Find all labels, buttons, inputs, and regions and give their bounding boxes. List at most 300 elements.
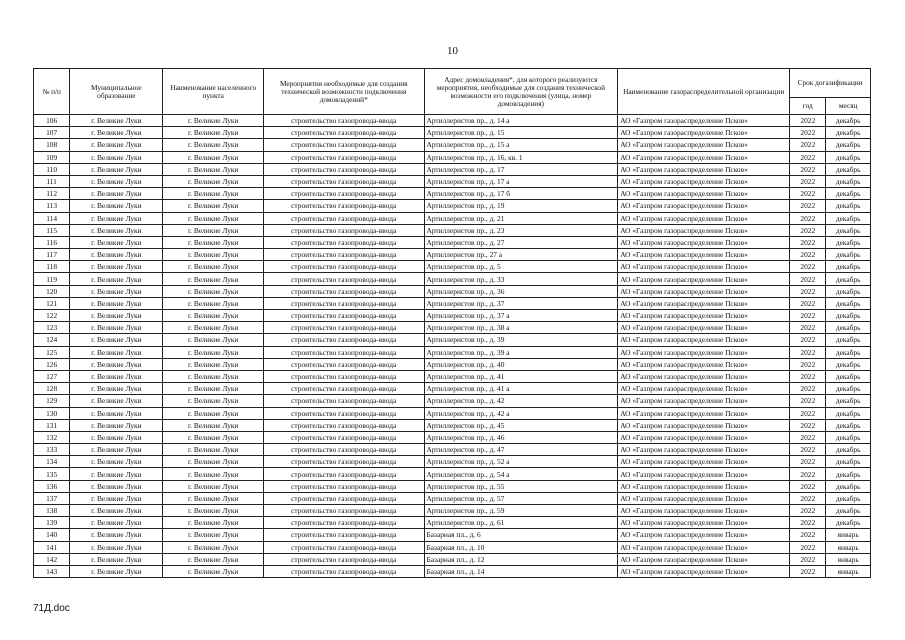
- month-cell: декабрь: [826, 200, 871, 212]
- organization-cell: АО «Газпром газораспределение Псков»: [618, 468, 790, 480]
- address-cell: Артиллеристов пр., д. 52 а: [424, 456, 618, 468]
- measure-cell: строительство газопровода-ввода: [263, 139, 424, 151]
- measure-cell: строительство газопровода-ввода: [263, 163, 424, 175]
- month-cell: декабрь: [826, 297, 871, 309]
- municipality-cell: г. Великие Луки: [70, 431, 163, 443]
- organization-cell: АО «Газпром газораспределение Псков»: [618, 212, 790, 224]
- year-cell: 2022: [790, 261, 826, 273]
- row-number: 132: [34, 431, 70, 443]
- table-row: [34, 395, 871, 407]
- address-cell: Артиллеристов пр., д. 36: [424, 285, 618, 297]
- address-cell: Артиллеристов пр., д. 27: [424, 236, 618, 248]
- row-number: 139: [34, 517, 70, 529]
- table-row: [34, 127, 871, 139]
- organization-cell: АО «Газпром газораспределение Псков»: [618, 541, 790, 553]
- municipality-cell: г. Великие Луки: [70, 297, 163, 309]
- organization-cell: АО «Газпром газораспределение Псков»: [618, 553, 790, 565]
- measure-cell: строительство газопровода-ввода: [263, 468, 424, 480]
- year-cell: 2022: [790, 383, 826, 395]
- address-cell: Артиллеристов пр., 27 а: [424, 249, 618, 261]
- header-municipality: Муниципальное образование: [70, 69, 163, 115]
- municipality-cell: г. Великие Луки: [70, 151, 163, 163]
- table-row: [34, 236, 871, 248]
- municipality-cell: г. Великие Луки: [70, 541, 163, 553]
- table-row: [34, 224, 871, 236]
- year-cell: 2022: [790, 334, 826, 346]
- header-deadline: Срок догазификации: [790, 69, 871, 98]
- month-cell: декабрь: [826, 224, 871, 236]
- address-cell: Базарная пл., д. 10: [424, 541, 618, 553]
- address-cell: Артиллеристов пр., д. 5: [424, 261, 618, 273]
- year-cell: 2022: [790, 322, 826, 334]
- table-row: [34, 553, 871, 565]
- organization-cell: АО «Газпром газораспределение Псков»: [618, 370, 790, 382]
- table-row: [34, 310, 871, 322]
- table-row: [34, 151, 871, 163]
- locality-cell: г. Великие Луки: [163, 261, 263, 273]
- address-cell: Артиллеристов пр., д. 16, кв. 1: [424, 151, 618, 163]
- month-cell: декабрь: [826, 236, 871, 248]
- locality-cell: г. Великие Луки: [163, 139, 263, 151]
- month-cell: декабрь: [826, 505, 871, 517]
- address-cell: Артиллеристов пр., д. 38 а: [424, 322, 618, 334]
- month-cell: декабрь: [826, 346, 871, 358]
- municipality-cell: г. Великие Луки: [70, 456, 163, 468]
- measure-cell: строительство газопровода-ввода: [263, 407, 424, 419]
- table-row: [34, 212, 871, 224]
- table-row: [34, 358, 871, 370]
- table-row: [34, 419, 871, 431]
- locality-cell: г. Великие Луки: [163, 419, 263, 431]
- measure-cell: строительство газопровода-ввода: [263, 553, 424, 565]
- address-cell: Артиллеристов пр., д. 21: [424, 212, 618, 224]
- year-cell: 2022: [790, 492, 826, 504]
- municipality-cell: г. Великие Луки: [70, 249, 163, 261]
- month-cell: декабрь: [826, 492, 871, 504]
- month-cell: декабрь: [826, 115, 871, 127]
- year-cell: 2022: [790, 468, 826, 480]
- municipality-cell: г. Великие Луки: [70, 517, 163, 529]
- year-cell: 2022: [790, 175, 826, 187]
- address-cell: Артиллеристов пр., д. 41: [424, 370, 618, 382]
- month-cell: декабрь: [826, 175, 871, 187]
- municipality-cell: г. Великие Луки: [70, 358, 163, 370]
- table-row: [34, 175, 871, 187]
- measure-cell: строительство газопровода-ввода: [263, 212, 424, 224]
- locality-cell: г. Великие Луки: [163, 383, 263, 395]
- organization-cell: АО «Газпром газораспределение Псков»: [618, 139, 790, 151]
- month-cell: декабрь: [826, 407, 871, 419]
- year-cell: 2022: [790, 346, 826, 358]
- row-number: 142: [34, 553, 70, 565]
- locality-cell: г. Великие Луки: [163, 517, 263, 529]
- row-number: 135: [34, 468, 70, 480]
- organization-cell: АО «Газпром газораспределение Псков»: [618, 224, 790, 236]
- year-cell: 2022: [790, 419, 826, 431]
- locality-cell: г. Великие Луки: [163, 565, 263, 577]
- measure-cell: строительство газопровода-ввода: [263, 200, 424, 212]
- municipality-cell: г. Великие Луки: [70, 115, 163, 127]
- year-cell: 2022: [790, 395, 826, 407]
- month-cell: декабрь: [826, 419, 871, 431]
- measure-cell: строительство газопровода-ввода: [263, 285, 424, 297]
- measure-cell: строительство газопровода-ввода: [263, 565, 424, 577]
- table-row: [34, 261, 871, 273]
- year-cell: 2022: [790, 127, 826, 139]
- month-cell: январь: [826, 541, 871, 553]
- municipality-cell: г. Великие Луки: [70, 529, 163, 541]
- table-row: [34, 370, 871, 382]
- organization-cell: АО «Газпром газораспределение Псков»: [618, 383, 790, 395]
- locality-cell: г. Великие Луки: [163, 468, 263, 480]
- table-row: [34, 273, 871, 285]
- organization-cell: АО «Газпром газораспределение Псков»: [618, 407, 790, 419]
- year-cell: 2022: [790, 456, 826, 468]
- footer-filename: 71Д.doc: [33, 603, 70, 614]
- municipality-cell: г. Великие Луки: [70, 444, 163, 456]
- organization-cell: АО «Газпром газораспределение Псков»: [618, 505, 790, 517]
- year-cell: 2022: [790, 212, 826, 224]
- organization-cell: АО «Газпром газораспределение Псков»: [618, 529, 790, 541]
- municipality-cell: г. Великие Луки: [70, 370, 163, 382]
- table-row: [34, 444, 871, 456]
- measure-cell: строительство газопровода-ввода: [263, 334, 424, 346]
- table-row: [34, 285, 871, 297]
- municipality-cell: г. Великие Луки: [70, 468, 163, 480]
- year-cell: 2022: [790, 407, 826, 419]
- organization-cell: АО «Газпром газораспределение Псков»: [618, 273, 790, 285]
- locality-cell: г. Великие Луки: [163, 431, 263, 443]
- address-cell: Артиллеристов пр., д. 42 а: [424, 407, 618, 419]
- address-cell: Артиллеристов пр., д. 46: [424, 431, 618, 443]
- locality-cell: г. Великие Луки: [163, 407, 263, 419]
- address-cell: Артиллеристов пр., д. 55: [424, 480, 618, 492]
- table-row: [34, 322, 871, 334]
- measure-cell: строительство газопровода-ввода: [263, 249, 424, 261]
- municipality-cell: г. Великие Луки: [70, 127, 163, 139]
- organization-cell: АО «Газпром газораспределение Псков»: [618, 346, 790, 358]
- municipality-cell: г. Великие Луки: [70, 175, 163, 187]
- locality-cell: г. Великие Луки: [163, 249, 263, 261]
- month-cell: декабрь: [826, 261, 871, 273]
- year-cell: 2022: [790, 444, 826, 456]
- address-cell: Базарная пл., д. 12: [424, 553, 618, 565]
- table-row: [34, 541, 871, 553]
- measure-cell: строительство газопровода-ввода: [263, 383, 424, 395]
- month-cell: декабрь: [826, 480, 871, 492]
- row-number: 109: [34, 151, 70, 163]
- locality-cell: г. Великие Луки: [163, 553, 263, 565]
- organization-cell: АО «Газпром газораспределение Псков»: [618, 565, 790, 577]
- year-cell: 2022: [790, 249, 826, 261]
- locality-cell: г. Великие Луки: [163, 541, 263, 553]
- month-cell: декабрь: [826, 188, 871, 200]
- row-number: 125: [34, 346, 70, 358]
- address-cell: Артиллеристов пр., д. 37 а: [424, 310, 618, 322]
- month-cell: декабрь: [826, 127, 871, 139]
- row-number: 138: [34, 505, 70, 517]
- locality-cell: г. Великие Луки: [163, 310, 263, 322]
- organization-cell: АО «Газпром газораспределение Псков»: [618, 456, 790, 468]
- year-cell: 2022: [790, 224, 826, 236]
- organization-cell: АО «Газпром газораспределение Псков»: [618, 261, 790, 273]
- row-number: 129: [34, 395, 70, 407]
- year-cell: 2022: [790, 115, 826, 127]
- table-row: [34, 529, 871, 541]
- locality-cell: г. Великие Луки: [163, 115, 263, 127]
- measure-cell: строительство газопровода-ввода: [263, 431, 424, 443]
- row-number: 140: [34, 529, 70, 541]
- measure-cell: строительство газопровода-ввода: [263, 127, 424, 139]
- table-row: [34, 431, 871, 443]
- header-organization: Наименование газораспределительной организации: [618, 69, 790, 115]
- year-cell: 2022: [790, 529, 826, 541]
- address-cell: Артиллеристов пр., д. 61: [424, 517, 618, 529]
- locality-cell: г. Великие Луки: [163, 505, 263, 517]
- row-number: 111: [34, 175, 70, 187]
- organization-cell: АО «Газпром газораспределение Псков»: [618, 163, 790, 175]
- row-number: 120: [34, 285, 70, 297]
- month-cell: декабрь: [826, 468, 871, 480]
- organization-cell: АО «Газпром газораспределение Псков»: [618, 249, 790, 261]
- year-cell: 2022: [790, 565, 826, 577]
- table-row: [34, 492, 871, 504]
- measure-cell: строительство газопровода-ввода: [263, 395, 424, 407]
- organization-cell: АО «Газпром газораспределение Псков»: [618, 395, 790, 407]
- organization-cell: АО «Газпром газораспределение Псков»: [618, 358, 790, 370]
- table-row: [34, 334, 871, 346]
- municipality-cell: г. Великие Луки: [70, 212, 163, 224]
- municipality-cell: г. Великие Луки: [70, 236, 163, 248]
- organization-cell: АО «Газпром газораспределение Псков»: [618, 480, 790, 492]
- locality-cell: г. Великие Луки: [163, 200, 263, 212]
- row-number: 112: [34, 188, 70, 200]
- year-cell: 2022: [790, 139, 826, 151]
- organization-cell: АО «Газпром газораспределение Псков»: [618, 127, 790, 139]
- table-row: [34, 249, 871, 261]
- page-number: 10: [447, 45, 458, 57]
- municipality-cell: г. Великие Луки: [70, 395, 163, 407]
- table-row: [34, 139, 871, 151]
- municipality-cell: г. Великие Луки: [70, 505, 163, 517]
- measure-cell: строительство газопровода-ввода: [263, 492, 424, 504]
- locality-cell: г. Великие Луки: [163, 444, 263, 456]
- locality-cell: г. Великие Луки: [163, 395, 263, 407]
- row-number: 121: [34, 297, 70, 309]
- year-cell: 2022: [790, 431, 826, 443]
- measure-cell: строительство газопровода-ввода: [263, 505, 424, 517]
- organization-cell: АО «Газпром газораспределение Псков»: [618, 115, 790, 127]
- locality-cell: г. Великие Луки: [163, 224, 263, 236]
- table-row: [34, 456, 871, 468]
- month-cell: декабрь: [826, 395, 871, 407]
- measure-cell: строительство газопровода-ввода: [263, 370, 424, 382]
- measure-cell: строительство газопровода-ввода: [263, 224, 424, 236]
- row-number: 115: [34, 224, 70, 236]
- municipality-cell: г. Великие Луки: [70, 492, 163, 504]
- month-cell: декабрь: [826, 310, 871, 322]
- row-number: 130: [34, 407, 70, 419]
- organization-cell: АО «Газпром газораспределение Псков»: [618, 236, 790, 248]
- row-number: 137: [34, 492, 70, 504]
- address-cell: Артиллеристов пр., д. 54 а: [424, 468, 618, 480]
- locality-cell: г. Великие Луки: [163, 346, 263, 358]
- month-cell: декабрь: [826, 322, 871, 334]
- row-number: 108: [34, 139, 70, 151]
- row-number: 116: [34, 236, 70, 248]
- address-cell: Артиллеристов пр., д. 39 а: [424, 346, 618, 358]
- address-cell: Артиллеристов пр., д. 57: [424, 492, 618, 504]
- row-number: 127: [34, 370, 70, 382]
- organization-cell: АО «Газпром газораспределение Псков»: [618, 151, 790, 163]
- month-cell: декабрь: [826, 334, 871, 346]
- measure-cell: строительство газопровода-ввода: [263, 517, 424, 529]
- month-cell: декабрь: [826, 212, 871, 224]
- locality-cell: г. Великие Луки: [163, 492, 263, 504]
- year-cell: 2022: [790, 541, 826, 553]
- address-cell: Артиллеристов пр., д. 40: [424, 358, 618, 370]
- municipality-cell: г. Великие Луки: [70, 565, 163, 577]
- header-address: Адрес домовладения*, для которого реализуются мероприятия, необходимые для создания технической возможности его подключения (улица, номер домовладения): [424, 69, 618, 115]
- organization-cell: АО «Газпром газораспределение Псков»: [618, 334, 790, 346]
- organization-cell: АО «Газпром газораспределение Псков»: [618, 297, 790, 309]
- month-cell: декабрь: [826, 444, 871, 456]
- address-cell: Базарная пл., д. 6: [424, 529, 618, 541]
- year-cell: 2022: [790, 310, 826, 322]
- municipality-cell: г. Великие Луки: [70, 139, 163, 151]
- municipality-cell: г. Великие Луки: [70, 261, 163, 273]
- locality-cell: г. Великие Луки: [163, 480, 263, 492]
- header-locality: Наименование населенного пункта: [163, 69, 263, 115]
- row-number: 106: [34, 115, 70, 127]
- table-row: [34, 480, 871, 492]
- municipality-cell: г. Великие Луки: [70, 419, 163, 431]
- address-cell: Артиллеристов пр., д. 17: [424, 163, 618, 175]
- table-row: [34, 115, 871, 127]
- organization-cell: АО «Газпром газораспределение Псков»: [618, 310, 790, 322]
- measure-cell: строительство газопровода-ввода: [263, 480, 424, 492]
- municipality-cell: г. Великие Луки: [70, 383, 163, 395]
- row-number: 122: [34, 310, 70, 322]
- table-row: [34, 383, 871, 395]
- month-cell: декабрь: [826, 249, 871, 261]
- municipality-cell: г. Великие Луки: [70, 480, 163, 492]
- table-row: [34, 505, 871, 517]
- year-cell: 2022: [790, 285, 826, 297]
- locality-cell: г. Великие Луки: [163, 273, 263, 285]
- locality-cell: г. Великие Луки: [163, 370, 263, 382]
- measure-cell: строительство газопровода-ввода: [263, 310, 424, 322]
- municipality-cell: г. Великие Луки: [70, 334, 163, 346]
- organization-cell: АО «Газпром газораспределение Псков»: [618, 200, 790, 212]
- year-cell: 2022: [790, 517, 826, 529]
- locality-cell: г. Великие Луки: [163, 212, 263, 224]
- locality-cell: г. Великие Луки: [163, 297, 263, 309]
- municipality-cell: г. Великие Луки: [70, 273, 163, 285]
- month-cell: декабрь: [826, 456, 871, 468]
- month-cell: январь: [826, 553, 871, 565]
- measure-cell: строительство газопровода-ввода: [263, 346, 424, 358]
- organization-cell: АО «Газпром газораспределение Псков»: [618, 444, 790, 456]
- organization-cell: АО «Газпром газораспределение Псков»: [618, 419, 790, 431]
- measure-cell: строительство газопровода-ввода: [263, 541, 424, 553]
- measure-cell: строительство газопровода-ввода: [263, 273, 424, 285]
- row-number: 134: [34, 456, 70, 468]
- table-row: [34, 188, 871, 200]
- locality-cell: г. Великие Луки: [163, 285, 263, 297]
- row-number: 133: [34, 444, 70, 456]
- municipality-cell: г. Великие Луки: [70, 224, 163, 236]
- locality-cell: г. Великие Луки: [163, 188, 263, 200]
- organization-cell: АО «Газпром газораспределение Псков»: [618, 431, 790, 443]
- locality-cell: г. Великие Луки: [163, 236, 263, 248]
- year-cell: 2022: [790, 358, 826, 370]
- table-row: [34, 517, 871, 529]
- address-cell: Артиллеристов пр., д. 23: [424, 224, 618, 236]
- month-cell: декабрь: [826, 431, 871, 443]
- month-cell: декабрь: [826, 358, 871, 370]
- municipality-cell: г. Великие Луки: [70, 200, 163, 212]
- header-year: год: [790, 98, 826, 115]
- row-number: 118: [34, 261, 70, 273]
- year-cell: 2022: [790, 505, 826, 517]
- header-num: № п/п: [34, 69, 70, 115]
- gasification-table: [33, 68, 871, 578]
- measure-cell: строительство газопровода-ввода: [263, 456, 424, 468]
- month-cell: декабрь: [826, 139, 871, 151]
- address-cell: Артиллеристов пр., д. 33: [424, 273, 618, 285]
- measure-cell: строительство газопровода-ввода: [263, 151, 424, 163]
- measure-cell: строительство газопровода-ввода: [263, 236, 424, 248]
- municipality-cell: г. Великие Луки: [70, 285, 163, 297]
- address-cell: Артиллеристов пр., д. 15 а: [424, 139, 618, 151]
- month-cell: декабрь: [826, 273, 871, 285]
- address-cell: Артиллеристов пр., д. 41 а: [424, 383, 618, 395]
- month-cell: декабрь: [826, 285, 871, 297]
- row-number: 136: [34, 480, 70, 492]
- year-cell: 2022: [790, 370, 826, 382]
- month-cell: январь: [826, 529, 871, 541]
- address-cell: Артиллеристов пр., д. 47: [424, 444, 618, 456]
- year-cell: 2022: [790, 163, 826, 175]
- table-row: [34, 346, 871, 358]
- header-month: месяц: [826, 98, 871, 115]
- month-cell: декабрь: [826, 370, 871, 382]
- table-row: [34, 407, 871, 419]
- address-cell: Артиллеристов пр., д. 39: [424, 334, 618, 346]
- year-cell: 2022: [790, 236, 826, 248]
- measure-cell: строительство газопровода-ввода: [263, 297, 424, 309]
- year-cell: 2022: [790, 200, 826, 212]
- locality-cell: г. Великие Луки: [163, 334, 263, 346]
- measure-cell: строительство газопровода-ввода: [263, 322, 424, 334]
- table-row: [34, 200, 871, 212]
- address-cell: Артиллеристов пр., д. 17 а: [424, 175, 618, 187]
- month-cell: декабрь: [826, 383, 871, 395]
- measure-cell: строительство газопровода-ввода: [263, 115, 424, 127]
- row-number: 124: [34, 334, 70, 346]
- measure-cell: строительство газопровода-ввода: [263, 444, 424, 456]
- year-cell: 2022: [790, 297, 826, 309]
- measure-cell: строительство газопровода-ввода: [263, 261, 424, 273]
- organization-cell: АО «Газпром газораспределение Псков»: [618, 492, 790, 504]
- locality-cell: г. Великие Луки: [163, 358, 263, 370]
- row-number: 113: [34, 200, 70, 212]
- table-row: [34, 297, 871, 309]
- locality-cell: г. Великие Луки: [163, 322, 263, 334]
- measure-cell: строительство газопровода-ввода: [263, 175, 424, 187]
- measure-cell: строительство газопровода-ввода: [263, 419, 424, 431]
